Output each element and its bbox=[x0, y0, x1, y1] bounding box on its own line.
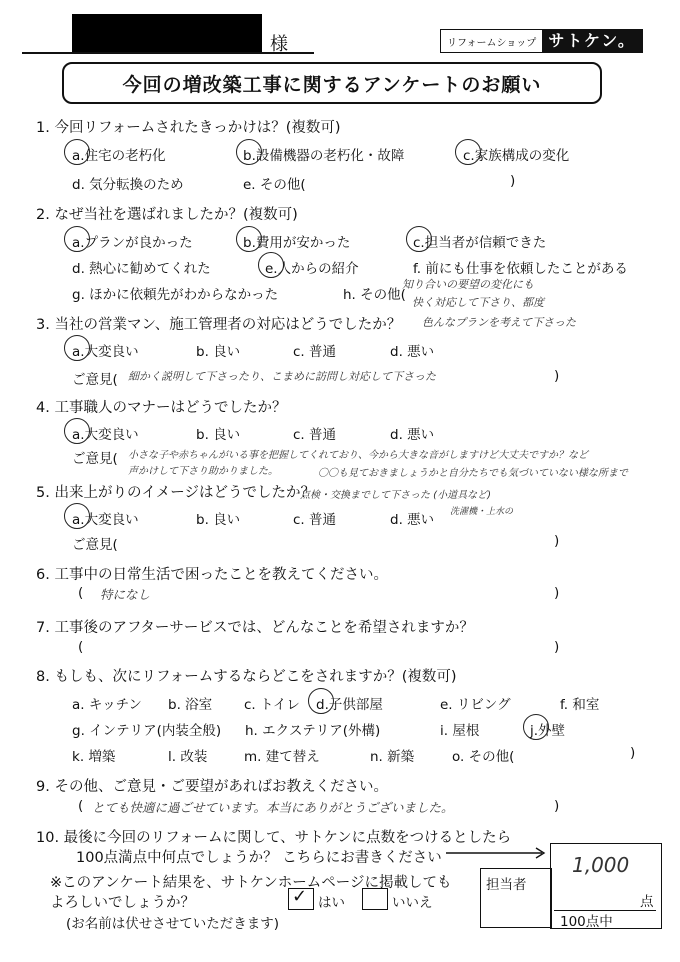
question-3: 3. 当社の営業マン、施工管理者の対応はどうでしたか？ bbox=[36, 317, 402, 333]
no-label: いいえ bbox=[392, 895, 433, 911]
q8-option-e: e. リビング bbox=[440, 697, 511, 713]
q5-option-d: d. 悪い bbox=[390, 512, 435, 528]
q1-option-e: e. その他( bbox=[243, 177, 306, 193]
q2-option-f: f. 前にも仕事を依頼したことがある bbox=[413, 261, 628, 277]
q5-option-c: c. 普通 bbox=[293, 512, 337, 528]
score-value: 1,000 bbox=[572, 853, 630, 877]
q9-open: ( bbox=[78, 798, 84, 814]
q2-option-b: b.費用が安かった bbox=[243, 235, 351, 251]
q5-comment-close: ) bbox=[554, 533, 560, 549]
q8-j-selected-circle bbox=[523, 714, 549, 740]
q9-handwritten: とても快適に過ごせています。本当にありがとうございました。 bbox=[92, 800, 454, 815]
q4-option-d: d. 悪い bbox=[390, 427, 435, 443]
q6-close: ) bbox=[554, 585, 560, 601]
q3-option-b: b. 良い bbox=[196, 344, 241, 360]
q8-option-m: m. 建て替え bbox=[244, 749, 320, 765]
q7-open: ( bbox=[78, 639, 84, 655]
q2-c-selected-circle bbox=[406, 226, 432, 252]
shop-prefix: リフォームショップ bbox=[447, 37, 537, 49]
q8-option-o: o. その他( bbox=[452, 749, 515, 765]
question-10-line2: 100点満点中何点でしょうか？ こちらにお書きください bbox=[76, 850, 442, 866]
question-5: 5. 出来上がりのイメージはどうでしたか？ bbox=[36, 485, 316, 501]
q4-handwritten-line4: 点検・交換までして下さった (小道具など) bbox=[300, 490, 491, 501]
q8-option-c: c. トイレ bbox=[244, 697, 300, 713]
q2-option-a: a.プランが良かった bbox=[72, 235, 193, 251]
question-7: 7. 工事後のアフターサービスでは、どんなことを希望されますか？ bbox=[36, 620, 474, 636]
q2-b-selected-circle bbox=[236, 226, 262, 252]
q1-c-selected-circle bbox=[455, 139, 481, 165]
q1-a-selected-circle bbox=[64, 139, 90, 165]
q8-option-o-close: ) bbox=[630, 745, 636, 761]
q1-option-e-close: ) bbox=[510, 173, 516, 189]
q8-option-i: i. 屋根 bbox=[440, 723, 480, 739]
q2-option-e: e.人からの紹介 bbox=[265, 261, 359, 277]
q7-close: ) bbox=[554, 639, 560, 655]
q8-option-l: l. 改装 bbox=[168, 749, 208, 765]
question-2: 2. なぜ当社を選ばれましたか？(複数可) bbox=[36, 207, 298, 223]
q8-d-selected-circle bbox=[308, 688, 334, 714]
q2-handwritten-line3: 色んなプランを考えて下さった bbox=[422, 316, 576, 329]
footer-note-1: ※このアンケート結果を、サトケンホームページに掲載しても bbox=[50, 875, 452, 891]
shop-name: サトケン。 bbox=[542, 30, 642, 52]
q4-comment-label: ご意見( bbox=[72, 451, 118, 467]
q5-a-selected-circle bbox=[64, 503, 90, 529]
q8-option-d: d.子供部屋 bbox=[316, 697, 383, 713]
q4-option-b: b. 良い bbox=[196, 427, 241, 443]
score-point-label: 点 bbox=[640, 894, 654, 910]
question-6: 6. 工事中の日常生活で困ったことを教えてください。 bbox=[36, 567, 388, 583]
yes-checkmark-icon: ✓ bbox=[292, 886, 308, 907]
footer-note-3: (お名前は伏せさせていただきます) bbox=[66, 916, 280, 932]
q8-option-b: b. 浴室 bbox=[168, 697, 213, 713]
shop-logo bbox=[440, 29, 643, 53]
q4-a-selected-circle bbox=[64, 418, 90, 444]
q1-b-selected-circle bbox=[236, 139, 262, 165]
q5-comment-label: ご意見( bbox=[72, 537, 118, 553]
q5-option-b: b. 良い bbox=[196, 512, 241, 528]
redacted-name bbox=[72, 14, 262, 54]
q3-comment-close: ) bbox=[554, 368, 560, 384]
q3-comment-label: ご意見( bbox=[72, 372, 118, 388]
q4-handwritten-line3: 〇〇も見ておきましょうかと自分たちでも気づいていない様な所まで bbox=[318, 468, 628, 479]
q4-option-c: c. 普通 bbox=[293, 427, 337, 443]
q8-option-k: k. 増築 bbox=[72, 749, 116, 765]
question-9: 9. その他、ご意見・ご要望があればお教えください。 bbox=[36, 779, 388, 795]
q6-handwritten: 特になし bbox=[100, 587, 151, 602]
q2-e-selected-circle bbox=[258, 252, 284, 278]
q5-option-a: a.大変良い bbox=[72, 512, 139, 528]
q3-a-selected-circle bbox=[64, 335, 90, 361]
q4-handwritten-line5: 洗濯機・上水の bbox=[450, 507, 514, 517]
q8-option-g: g. インテリア(内装全般) bbox=[72, 723, 222, 739]
q9-close: ) bbox=[554, 798, 560, 814]
question-1: 1. 今回リフォームされたきっかけは？(複数可) bbox=[36, 120, 341, 136]
q2-handwritten-line1: 知り合いの要望の変化にも bbox=[402, 278, 534, 291]
q2-option-g: g. ほかに依頼先がわからなかった bbox=[72, 287, 279, 303]
q2-option-c: c.担当者が信頼できた bbox=[413, 235, 547, 251]
q1-option-d: d. 気分転換のため bbox=[72, 177, 184, 193]
score-max-label: 100点中 bbox=[560, 914, 613, 930]
q8-option-h: h. エクステリア(外構) bbox=[245, 723, 381, 739]
q3-option-a: a.大変良い bbox=[72, 344, 139, 360]
footer-note-2: よろしいでしょうか？ bbox=[50, 895, 195, 911]
q4-handwritten-line2: 声かけして下さり助かりました。 bbox=[128, 466, 278, 477]
honorific: 様 bbox=[270, 34, 288, 55]
q1-option-b: b.設備機器の老朽化・故障 bbox=[243, 148, 405, 164]
question-10-line1: 10. 最後に今回のリフォームに関して、サトケンに点数をつけるとしたら bbox=[36, 830, 512, 846]
q2-a-selected-circle bbox=[64, 226, 90, 252]
q2-option-d: d. 熱心に勧めてくれた bbox=[72, 261, 211, 277]
q2-handwritten-line2: 快く対応して下さり、都度 bbox=[412, 296, 544, 309]
question-4: 4. 工事職人のマナーはどうでしたか？ bbox=[36, 400, 287, 416]
q1-option-c: c.家族構成の変化 bbox=[463, 148, 570, 164]
q4-handwritten-line1: 小さな子や赤ちゃんがいる事を把握してくれており、今から大きな音がしますけど大丈夫ですか？など bbox=[128, 450, 588, 461]
q2-option-h: h. その他( bbox=[343, 287, 406, 303]
q8-option-a: a. キッチン bbox=[72, 697, 142, 713]
q3-option-c: c. 普通 bbox=[293, 344, 337, 360]
q6-open: ( bbox=[78, 585, 84, 601]
q8-option-f: f. 和室 bbox=[560, 697, 600, 713]
q3-option-d: d. 悪い bbox=[390, 344, 435, 360]
q8-option-j: j.外壁 bbox=[530, 723, 566, 739]
yes-label: はい bbox=[318, 895, 345, 911]
question-8: 8. もしも、次にリフォームするならどこをされますか？(複数可) bbox=[36, 669, 457, 685]
staff-label: 担当者 bbox=[486, 877, 527, 893]
no-checkbox[interactable] bbox=[362, 888, 388, 910]
q3-handwritten: 細かく説明して下さったり、こまめに訪問し対応して下さった bbox=[128, 370, 436, 383]
q1-option-a: a.住宅の老朽化 bbox=[72, 148, 166, 164]
q4-option-a: a.大変良い bbox=[72, 427, 139, 443]
q8-option-n: n. 新築 bbox=[370, 749, 415, 765]
page-title: 今回の増改築工事に関するアンケートのお願い bbox=[62, 62, 602, 104]
arrow-icon bbox=[446, 846, 550, 860]
